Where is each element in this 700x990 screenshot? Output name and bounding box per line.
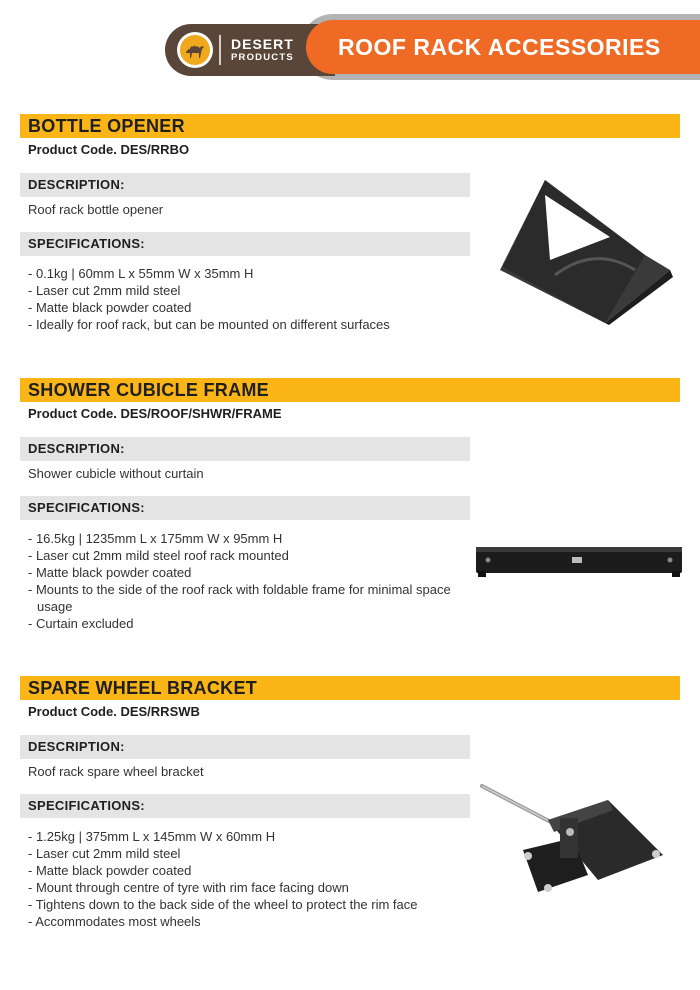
description-label: DESCRIPTION: [28, 441, 125, 456]
bottle-opener-image [495, 175, 675, 325]
spec-item: - 1.25kg | 375mm L x 145mm W x 60mm H [28, 829, 276, 844]
spec-item: - Mount through centre of tyre with rim face facing down [28, 880, 349, 895]
camel-icon [184, 41, 206, 59]
spec-item: - Laser cut 2mm mild steel [28, 846, 181, 861]
spec-item: - Matte black powder coated [28, 565, 192, 580]
product-code: Product Code. DES/RRBO [28, 142, 190, 157]
brand-subname: PRODUCTS [231, 52, 294, 64]
specifications-label: SPECIFICATIONS: [28, 500, 145, 515]
spec-item: - Matte black powder coated [28, 300, 192, 315]
page-title: ROOF RACK ACCESSORIES [306, 20, 700, 74]
product-title: SPARE WHEEL BRACKET [28, 678, 258, 698]
product-title: SHOWER CUBICLE FRAME [28, 380, 269, 400]
spec-item: - Matte black powder coated [28, 863, 192, 878]
spec-item: - Curtain excluded [28, 616, 134, 631]
description-text: Roof rack bottle opener [28, 202, 164, 217]
spec-list [28, 530, 468, 632]
product-code: Product Code. DES/ROOF/SHWR/FRAME [28, 406, 282, 421]
spec-item: - 16.5kg | 1235mm L x 175mm W x 95mm H [28, 531, 283, 546]
brand-divider [219, 35, 221, 65]
spec-item: - Mounts to the side of the roof rack with foldable frame for minimal space usage [28, 582, 451, 614]
logo-emblem [177, 32, 213, 68]
spec-list [28, 828, 468, 930]
spec-item: - Accommodates most wheels [28, 914, 201, 929]
spare-wheel-bracket-image [478, 780, 668, 895]
description-label: DESCRIPTION: [28, 177, 125, 192]
spec-list [28, 265, 468, 333]
spec-item: - Ideally for roof rack, but can be mounted on different surfaces [28, 317, 390, 332]
brand-name: DESERT [231, 36, 294, 53]
shower-frame-image [474, 543, 686, 579]
description-label: DESCRIPTION: [28, 739, 125, 754]
spec-item: - Laser cut 2mm mild steel roof rack mounted [28, 548, 289, 563]
specifications-label: SPECIFICATIONS: [28, 236, 145, 251]
spec-item: - 0.1kg | 60mm L x 55mm W x 35mm H [28, 266, 254, 281]
description-text: Roof rack spare wheel bracket [28, 764, 204, 779]
specifications-label: SPECIFICATIONS: [28, 798, 145, 813]
spec-item: - Tightens down to the back side of the wheel to protect the rim face [28, 897, 418, 912]
spec-item: - Laser cut 2mm mild steel [28, 283, 181, 298]
product-code: Product Code. DES/RRSWB [28, 704, 200, 719]
description-text: Shower cubicle without curtain [28, 466, 204, 481]
product-title: BOTTLE OPENER [28, 116, 185, 136]
